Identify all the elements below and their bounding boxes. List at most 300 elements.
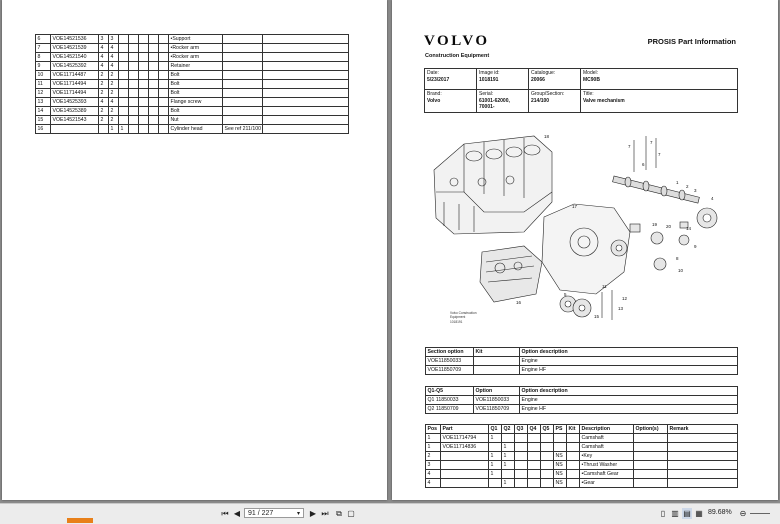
- table-cell: [139, 62, 149, 71]
- table-cell: 2: [99, 107, 109, 116]
- single-page-view-icon[interactable]: ▯: [660, 509, 666, 518]
- table-cell: [129, 125, 139, 134]
- table-cell: [223, 62, 263, 71]
- table-cell: [139, 35, 149, 44]
- taskbar-highlight: [67, 518, 93, 523]
- table-cell: [474, 366, 520, 375]
- table-cell: [528, 470, 541, 479]
- column-header: Part: [441, 425, 489, 434]
- table-cell: [441, 461, 489, 470]
- left-parts-table: [35, 34, 349, 134]
- table-cell: [129, 107, 139, 116]
- table-cell: Bolt: [169, 80, 223, 89]
- callout-13: 13: [618, 306, 624, 311]
- table-cell: [159, 98, 169, 107]
- table-cell: [129, 53, 139, 62]
- table-cell: 1: [502, 452, 515, 461]
- last-page-icon[interactable]: ⏭: [321, 509, 329, 518]
- table-cell: 2: [109, 116, 119, 125]
- table-cell: Engine HF: [520, 366, 738, 375]
- table-cell: 8: [36, 53, 51, 62]
- table-cell: [149, 89, 159, 98]
- camshaft-drawing: [613, 176, 700, 203]
- table-cell: NS: [554, 461, 567, 470]
- callout-9: 9: [694, 244, 697, 249]
- table-row: [36, 98, 349, 107]
- table-row: [36, 71, 349, 80]
- zoom-out-icon[interactable]: ⊖: [739, 509, 747, 518]
- fit-page-icon[interactable]: ▢: [347, 509, 355, 518]
- column-header: Kit: [474, 348, 520, 357]
- table-cell: 1: [109, 125, 119, 134]
- table-cell: 4: [109, 53, 119, 62]
- table-cell: VOE11714494: [51, 80, 99, 89]
- table-cell: [634, 479, 668, 488]
- table-row: [426, 443, 738, 452]
- table-cell: [139, 53, 149, 62]
- table-cell: [159, 35, 169, 44]
- table-row: [426, 434, 738, 443]
- table-cell: [159, 89, 169, 98]
- table-cell: 4: [109, 44, 119, 53]
- table-cell: 15: [36, 116, 51, 125]
- table-cell: VOE11714794: [441, 434, 489, 443]
- table-cell: [668, 434, 738, 443]
- table-cell: [474, 357, 520, 366]
- table-cell: 1: [426, 434, 441, 443]
- table-cell: [159, 71, 169, 80]
- table-cell: VOE14525393: [51, 98, 99, 107]
- table-cell: •Gear: [580, 479, 634, 488]
- callout-7c: 7: [658, 152, 661, 157]
- callout-19: 19: [652, 222, 658, 227]
- table-cell: Nut: [169, 116, 223, 125]
- column-header: Q2: [502, 425, 515, 434]
- table-cell: [668, 479, 738, 488]
- table-cell: [263, 71, 349, 80]
- table-cell: 1: [502, 443, 515, 452]
- table-cell: [263, 98, 349, 107]
- table-row: [36, 53, 349, 62]
- table-cell: 2: [426, 452, 441, 461]
- table-cell: VOE11714487: [51, 71, 99, 80]
- callout-16: 16: [516, 300, 522, 305]
- table-cell: VOE14521543: [51, 116, 99, 125]
- table-cell: [528, 452, 541, 461]
- page-number-input[interactable]: 91 / 227 ▾: [244, 508, 304, 518]
- callout-15: 15: [594, 314, 600, 319]
- table-cell: [149, 62, 159, 71]
- table-cell: [515, 461, 528, 470]
- table-cell: [541, 434, 554, 443]
- table-row: [36, 107, 349, 116]
- table-cell: [223, 53, 263, 62]
- table-cell: [149, 53, 159, 62]
- table-cell: 7: [36, 44, 51, 53]
- table-cell: [119, 62, 129, 71]
- table-cell: Flange screw: [169, 98, 223, 107]
- table-cell: •Key: [580, 452, 634, 461]
- svg-text:Equipment: Equipment: [450, 315, 466, 319]
- table-cell: [567, 470, 580, 479]
- table-cell: 4: [99, 53, 109, 62]
- table-cell: 3: [99, 35, 109, 44]
- table-cell: [634, 452, 668, 461]
- table-cell: Q1 11850033: [426, 396, 474, 405]
- table-cell: 2: [99, 89, 109, 98]
- table-cell: 1: [502, 479, 515, 488]
- table-cell: 12: [36, 89, 51, 98]
- table-cell: [159, 80, 169, 89]
- continuous-view-icon[interactable]: ▥: [671, 509, 679, 518]
- table-cell: [51, 125, 99, 134]
- table-cell: [515, 452, 528, 461]
- table-cell: [119, 89, 129, 98]
- table-row: [36, 80, 349, 89]
- table-cell: [554, 434, 567, 443]
- column-header: Option(s): [634, 425, 668, 434]
- table-cell: 2: [99, 116, 109, 125]
- table-cell: Engine: [520, 357, 738, 366]
- table-cell: [159, 116, 169, 125]
- column-header: Q4: [528, 425, 541, 434]
- first-page-icon[interactable]: ⏮: [221, 509, 229, 518]
- table-row: [36, 62, 349, 71]
- table-cell: VOE11850709: [474, 405, 520, 414]
- callout-6: 6: [642, 162, 645, 167]
- table-cell: [668, 461, 738, 470]
- table-cell: 6: [36, 35, 51, 44]
- volvo-logo: VOLVO: [424, 33, 490, 49]
- table-row: [426, 452, 738, 461]
- parts-table: [425, 424, 738, 488]
- table-cell: VOE14525389: [51, 107, 99, 116]
- table-cell: 1: [426, 443, 441, 452]
- table-cell: [149, 35, 159, 44]
- table-cell: [119, 80, 129, 89]
- diagram-caption: [450, 311, 477, 324]
- svg-text:Volvo Construction: Volvo Construction: [450, 311, 477, 315]
- pdf-toolbar: [0, 503, 780, 524]
- table-cell: Camshaft: [580, 443, 634, 452]
- section-option-table: [425, 347, 738, 375]
- serial-cell: Serial: 61001-62000, 70001-: [477, 90, 529, 113]
- table-row: [36, 89, 349, 98]
- injection-pump-drawing: [480, 246, 542, 302]
- column-header: Q5: [541, 425, 554, 434]
- table-row: [426, 396, 738, 405]
- table-cell: •Rocker arm: [169, 53, 223, 62]
- table-cell: [119, 116, 129, 125]
- callout-17: 17: [572, 204, 578, 209]
- table-cell: [129, 116, 139, 125]
- table-cell: [149, 71, 159, 80]
- table-cell: [129, 98, 139, 107]
- table-cell: 10: [36, 71, 51, 80]
- table-cell: [263, 53, 349, 62]
- q-option-table: [425, 386, 738, 414]
- table-cell: [263, 116, 349, 125]
- table-cell: [441, 470, 489, 479]
- callout-7b: 7: [650, 140, 653, 145]
- page-title: PROSIS Part Information: [647, 37, 736, 46]
- table-cell: [159, 62, 169, 71]
- table-cell: 4: [109, 98, 119, 107]
- table-cell: [515, 443, 528, 452]
- table-cell: [159, 44, 169, 53]
- table-cell: 4: [426, 479, 441, 488]
- table-cell: [223, 98, 263, 107]
- table-cell: Bolt: [169, 107, 223, 116]
- table-cell: [634, 434, 668, 443]
- table-cell: [528, 434, 541, 443]
- callout-5: 5: [564, 292, 567, 297]
- table-cell: [263, 44, 349, 53]
- catalogue-cell: Catalogue: 20066: [529, 69, 581, 90]
- svg-text:1018191: 1018191: [450, 320, 463, 324]
- table-cell: [139, 98, 149, 107]
- table-cell: [149, 44, 159, 53]
- table-cell: VOE14521539: [51, 44, 99, 53]
- table-cell: VOE11714494: [51, 89, 99, 98]
- date-cell: Date: 5/23/2017: [425, 69, 477, 90]
- table-cell: [129, 89, 139, 98]
- table-header-row: [426, 387, 738, 396]
- table-cell: 1: [489, 434, 502, 443]
- table-cell: 1: [489, 452, 502, 461]
- table-cell: [554, 443, 567, 452]
- table-cell: [263, 35, 349, 44]
- callout-11: 11: [602, 284, 607, 289]
- table-cell: [502, 470, 515, 479]
- column-header: Q3: [515, 425, 528, 434]
- table-cell: [634, 443, 668, 452]
- table-cell: [263, 62, 349, 71]
- table-cell: [129, 71, 139, 80]
- table-cell: [528, 461, 541, 470]
- table-cell: 4: [99, 62, 109, 71]
- table-cell: [159, 107, 169, 116]
- table-cell: 1: [489, 470, 502, 479]
- table-cell: [263, 80, 349, 89]
- table-cell: [119, 107, 129, 116]
- table-row: [36, 125, 349, 134]
- table-cell: [139, 125, 149, 134]
- table-row: [426, 357, 738, 366]
- table-cell: 4: [109, 62, 119, 71]
- table-cell: Engine: [520, 396, 738, 405]
- table-cell: [139, 116, 149, 125]
- table-cell: 3: [109, 35, 119, 44]
- table-cell: [528, 479, 541, 488]
- table-cell: Cylinder head: [169, 125, 223, 134]
- table-cell: [567, 434, 580, 443]
- callout-3: 3: [694, 188, 697, 193]
- table-cell: [223, 44, 263, 53]
- table-cell: 2: [99, 71, 109, 80]
- column-header: Option description: [520, 387, 738, 396]
- table-cell: VOE11850033: [474, 396, 520, 405]
- table-cell: [223, 71, 263, 80]
- table-cell: [99, 125, 109, 134]
- table-cell: 2: [109, 71, 119, 80]
- table-cell: [139, 71, 149, 80]
- table-cell: [668, 470, 738, 479]
- fit-width-icon[interactable]: ▦: [695, 509, 703, 518]
- table-cell: [119, 71, 129, 80]
- table-cell: [129, 44, 139, 53]
- table-cell: [159, 125, 169, 134]
- table-cell: VOE14521536: [51, 35, 99, 44]
- table-cell: [541, 443, 554, 452]
- previous-page-icon[interactable]: ◀: [233, 509, 241, 518]
- callout-4: 4: [711, 196, 714, 201]
- table-cell: [441, 479, 489, 488]
- table-cell: 11: [36, 80, 51, 89]
- table-cell: [263, 125, 349, 134]
- table-cell: Camshaft: [580, 434, 634, 443]
- table-cell: [668, 443, 738, 452]
- next-page-icon[interactable]: ▶: [309, 509, 317, 518]
- table-cell: •Rocker arm: [169, 44, 223, 53]
- table-cell: •Camshaft Gear: [580, 470, 634, 479]
- image-id-cell: Image id: 1018191: [477, 69, 529, 90]
- table-cell: 4: [426, 470, 441, 479]
- table-cell: [223, 89, 263, 98]
- table-cell: Bolt: [169, 89, 223, 98]
- table-row: [36, 35, 349, 44]
- callout-10: 10: [678, 268, 684, 273]
- right-page: [392, 0, 778, 500]
- table-cell: [119, 98, 129, 107]
- column-header: Q1: [489, 425, 502, 434]
- table-cell: Engine HF: [520, 405, 738, 414]
- table-cell: [149, 107, 159, 116]
- table-cell: [668, 452, 738, 461]
- column-header: Option description: [520, 348, 738, 357]
- table-cell: NS: [554, 470, 567, 479]
- table-cell: [489, 479, 502, 488]
- table-cell: [567, 479, 580, 488]
- table-cell: See ref 211/100: [224, 125, 262, 132]
- zoom-slider[interactable]: [750, 513, 770, 514]
- table-cell: [441, 452, 489, 461]
- table-cell: 13: [36, 98, 51, 107]
- copy-icon[interactable]: ⧉: [336, 509, 342, 518]
- column-header: Kit: [567, 425, 580, 434]
- table-cell: [223, 107, 263, 116]
- table-cell: [139, 80, 149, 89]
- table-cell: Bolt: [169, 71, 223, 80]
- table-cell: VOE14525392: [51, 62, 99, 71]
- column-header: Q1-Q5: [426, 387, 474, 396]
- table-cell: [139, 44, 149, 53]
- column-header: Pos: [426, 425, 441, 434]
- zoom-level: 89.68%: [708, 509, 732, 516]
- table-cell: 1: [489, 461, 502, 470]
- table-cell: [515, 434, 528, 443]
- table-row: [426, 479, 738, 488]
- table-cell: NS: [554, 452, 567, 461]
- table-cell: 2: [99, 80, 109, 89]
- table-row: [426, 461, 738, 470]
- brand-cell: Brand: Volvo: [425, 90, 477, 113]
- table-cell: 1: [119, 125, 129, 134]
- table-cell: [541, 452, 554, 461]
- table-cell: 2: [109, 80, 119, 89]
- table-cell: [502, 434, 515, 443]
- table-cell: [223, 35, 263, 44]
- table-cell: VOE11850709: [426, 366, 474, 375]
- table-cell: [223, 116, 263, 125]
- column-header: Section option: [426, 348, 474, 357]
- table-header-row: [426, 425, 738, 434]
- callout-2: 2: [686, 184, 689, 189]
- table-cell: [119, 35, 129, 44]
- callout-20: 20: [666, 224, 672, 229]
- table-cell: [149, 116, 159, 125]
- table-cell: [159, 53, 169, 62]
- table-cell: 4: [99, 44, 109, 53]
- table-cell: 2: [109, 89, 119, 98]
- callout-18: 18: [544, 134, 550, 139]
- column-header: PS: [554, 425, 567, 434]
- model-cell: Model: MC90B: [581, 69, 738, 90]
- table-row: [426, 366, 738, 375]
- callout-7a: 7: [628, 144, 631, 149]
- table-cell: Retainer: [169, 62, 223, 71]
- table-cell: [149, 125, 159, 134]
- table-cell: [541, 479, 554, 488]
- engine-block-drawing: [434, 136, 552, 234]
- info-grid: [424, 68, 738, 113]
- table-row: [426, 470, 738, 479]
- left-page: [2, 0, 387, 500]
- table-cell: 4: [99, 98, 109, 107]
- table-cell: [149, 98, 159, 107]
- table-cell: VOE14521540: [51, 53, 99, 62]
- table-cell: [528, 443, 541, 452]
- table-cell: [139, 89, 149, 98]
- table-cell: [139, 107, 149, 116]
- page-subtitle: Construction Equipment: [425, 53, 490, 59]
- table-cell: [263, 107, 349, 116]
- table-cell: 1: [502, 461, 515, 470]
- callout-8: 8: [676, 256, 679, 261]
- title-cell: Title: Valve mechanism: [581, 90, 738, 113]
- group-cell: Group/Section: 214/100: [529, 90, 581, 113]
- table-cell: [567, 452, 580, 461]
- table-cell: [567, 461, 580, 470]
- table-cell: [541, 461, 554, 470]
- table-cell: [541, 470, 554, 479]
- table-cell: [129, 35, 139, 44]
- two-page-view-icon[interactable]: ▤: [683, 509, 691, 518]
- table-row: [426, 405, 738, 414]
- callout-12: 12: [622, 296, 628, 301]
- column-header: Description: [580, 425, 634, 434]
- table-cell: 16: [36, 125, 51, 134]
- table-header-row: [426, 348, 738, 357]
- table-cell: [263, 89, 349, 98]
- table-cell: •Support: [169, 35, 223, 44]
- table-row: [36, 116, 349, 125]
- table-cell: VOE11850033: [426, 357, 474, 366]
- table-cell: 14: [36, 107, 51, 116]
- table-cell: [129, 62, 139, 71]
- table-cell: [515, 470, 528, 479]
- table-row: [36, 44, 349, 53]
